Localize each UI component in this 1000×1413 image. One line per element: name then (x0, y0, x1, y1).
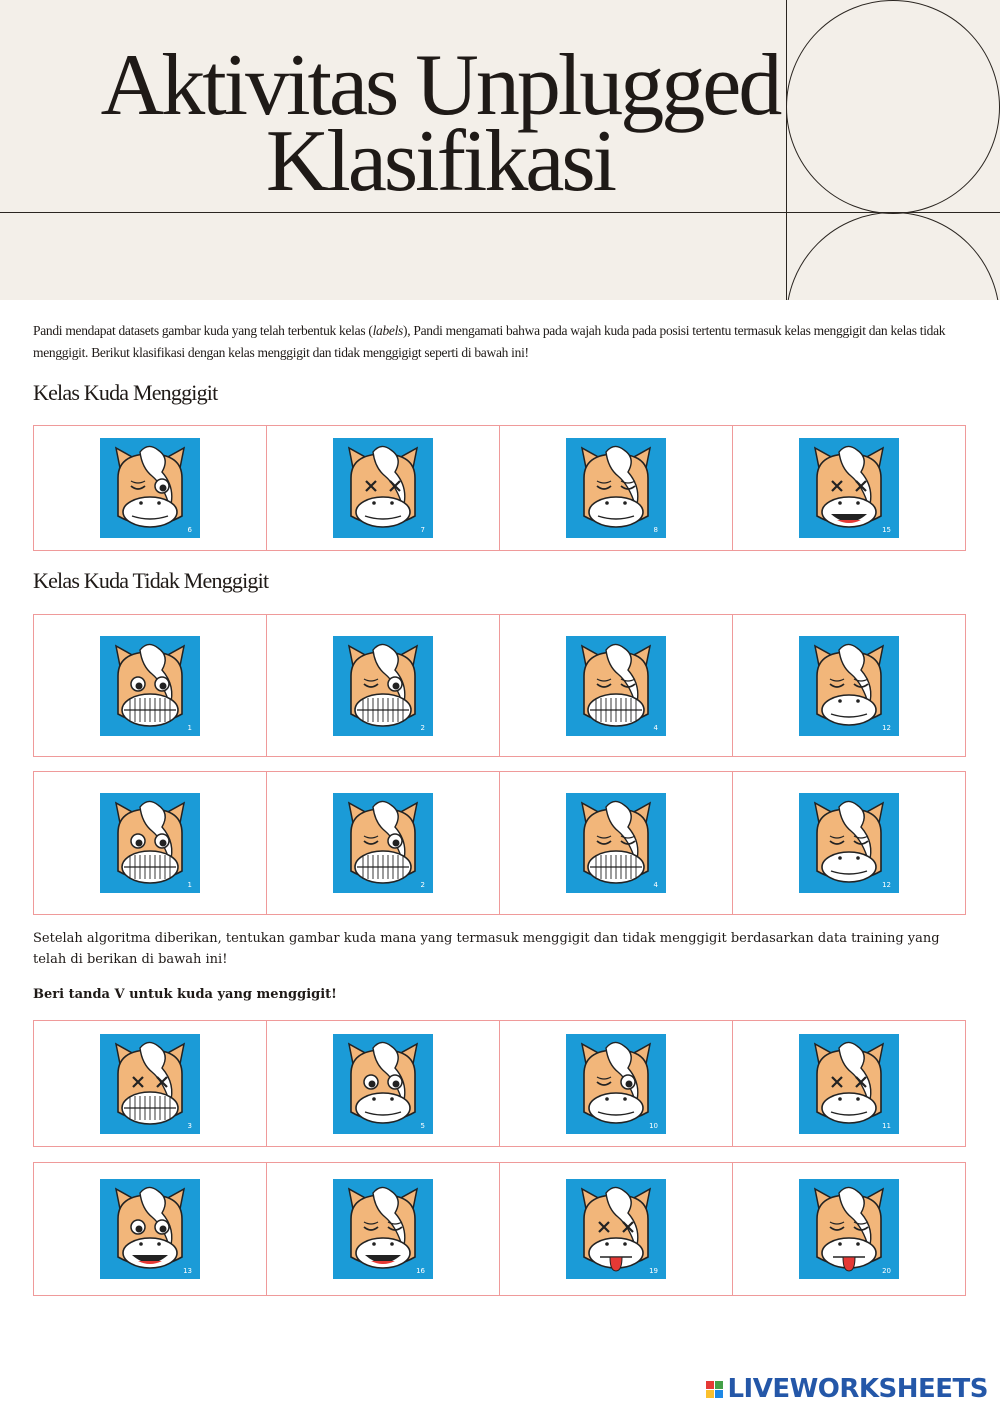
horse-face-icon (799, 438, 899, 538)
header-banner (0, 0, 1000, 300)
horse-number-label: 3 (187, 1121, 192, 1130)
horse-number-label: 13 (183, 1267, 192, 1275)
horse-face-icon (799, 636, 899, 736)
horse-cell (500, 426, 733, 550)
intro-text-end: ), Pandi mengamati bahwa pada wajah kuda pada posisi tertentu termasuk kelas menggigit dan kelas tidak menggigit. Berikut klasifikasi dengan kelas menggigit dan tidak menggigigt seperti di bawah ini! (33, 323, 946, 360)
biting-grid-row-1 (33, 425, 966, 551)
horse-number-label: 4 (653, 881, 658, 889)
horse-face-icon (799, 793, 899, 893)
horse-number-label: 10 (649, 1121, 658, 1130)
intro-labels-term: labels (372, 323, 404, 338)
horse-face-icon (566, 793, 666, 893)
horse-cell (267, 426, 500, 550)
liveworksheets-brand (706, 1374, 988, 1404)
horse-number-label: 5 (420, 1121, 425, 1130)
horse-number-label: 12 (882, 881, 891, 889)
horse-cell[interactable] (267, 1021, 500, 1146)
horse-cell (500, 772, 733, 914)
horse-cell (733, 426, 965, 550)
horse-face-icon (100, 636, 200, 736)
horse-cell[interactable] (500, 1163, 733, 1295)
not-biting-grid-row-2 (33, 771, 966, 915)
horse-cell (733, 615, 965, 756)
horse-face-icon (100, 793, 200, 893)
biting-class-heading: Kelas Kuda Menggigit (33, 380, 218, 405)
horse-number-label: 20 (882, 1267, 891, 1275)
not-biting-class-heading: Kelas Kuda Tidak Menggigit (33, 568, 269, 593)
horse-face-icon (100, 438, 200, 538)
horse-face-icon (100, 1034, 200, 1134)
horse-face-icon (333, 438, 433, 538)
horse-face-icon (333, 793, 433, 893)
horse-cell[interactable] (733, 1021, 965, 1146)
horse-number-label: 4 (653, 723, 658, 732)
horse-cell[interactable] (34, 1021, 267, 1146)
horse-face-icon (333, 1034, 433, 1134)
page-title-line2: Klasifikasi (265, 113, 615, 210)
horse-face-icon (799, 1034, 899, 1134)
horse-face-icon (566, 1179, 666, 1279)
intro-paragraph (33, 320, 968, 364)
horse-number-label: 2 (420, 723, 425, 732)
horse-number-label: 11 (882, 1121, 891, 1130)
horse-face-icon (333, 636, 433, 736)
horse-number-label: 7 (420, 526, 425, 534)
horse-number-label: 8 (653, 526, 658, 534)
horse-face-icon (333, 1179, 433, 1279)
horse-cell[interactable] (34, 1163, 267, 1295)
horse-cell (733, 772, 965, 914)
exercise-grid-row-2 (33, 1162, 966, 1296)
horse-number-label: 12 (882, 723, 891, 732)
horse-cell (267, 772, 500, 914)
horse-face-icon (566, 636, 666, 736)
decorative-circle-bottom (786, 212, 1000, 300)
task-instruction: Beri tanda V untuk kuda yang menggigit! (33, 987, 337, 1002)
horse-face-icon (566, 1034, 666, 1134)
horse-cell (500, 615, 733, 756)
horse-face-icon (799, 1179, 899, 1279)
horse-face-icon (100, 1179, 200, 1279)
horse-number-label: 16 (416, 1267, 425, 1275)
horse-cell (34, 772, 267, 914)
intro-text-start: Pandi mendapat datasets gambar kuda yang telah terbentuk kelas ( (33, 323, 373, 338)
brand-name: LIVEWORKSHEETS (727, 1374, 988, 1404)
horse-cell (34, 426, 267, 550)
header-horizontal-line (0, 212, 1000, 213)
horse-cell (34, 615, 267, 756)
liveworksheets-logo-icon (706, 1381, 723, 1398)
horse-number-label: 6 (187, 526, 192, 534)
horse-number-label: 1 (187, 723, 192, 732)
horse-number-label: 1 (187, 881, 192, 889)
horse-cell[interactable] (500, 1021, 733, 1146)
horse-number-label: 19 (649, 1267, 658, 1275)
exercise-grid-row-1 (33, 1020, 966, 1147)
horse-face-icon (566, 438, 666, 538)
horse-cell[interactable] (267, 1163, 500, 1295)
horse-number-label: 2 (420, 881, 425, 889)
page-title-line1: Aktivitas Unplugged (100, 37, 780, 134)
horse-cell (267, 615, 500, 756)
not-biting-grid-row-1 (33, 614, 966, 757)
instruction-paragraph: Setelah algoritma diberikan, tentukan gambar kuda mana yang termasuk menggigit dan tidak menggigit berdasarkan data training yang telah di berikan di bawah ini! (33, 931, 940, 967)
horse-number-label: 15 (882, 526, 891, 534)
horse-cell[interactable] (733, 1163, 965, 1295)
